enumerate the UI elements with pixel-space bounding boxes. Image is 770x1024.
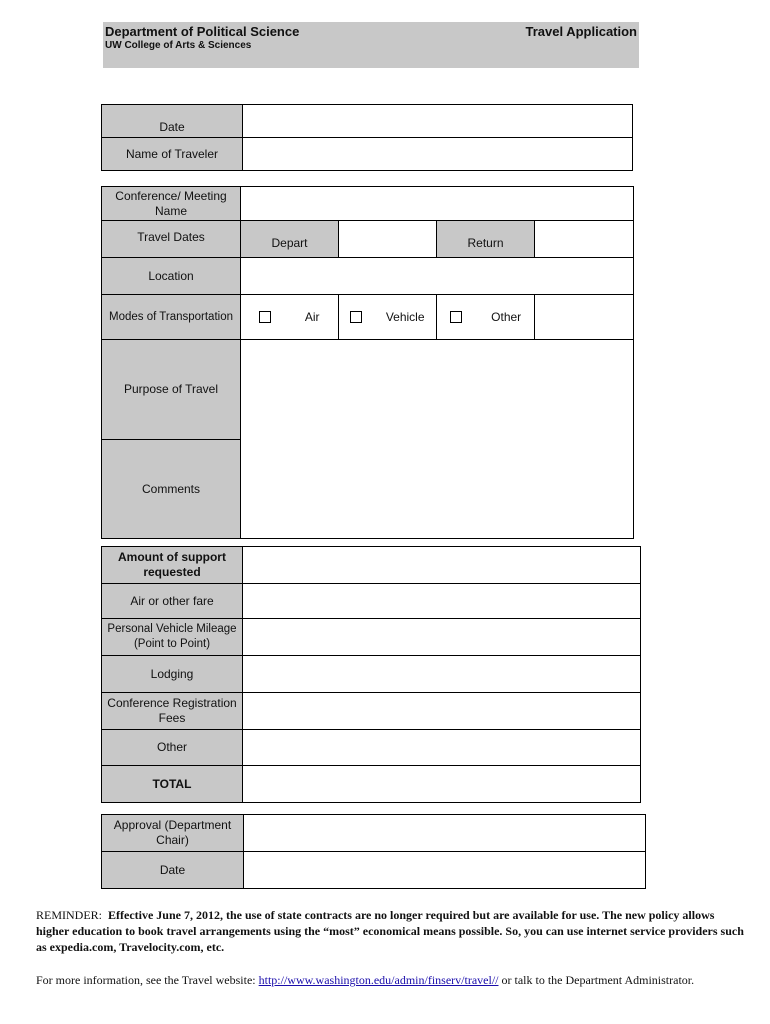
total-label: TOTAL xyxy=(102,766,243,803)
return-date-field[interactable] xyxy=(535,221,634,258)
vehicle-option-label: Vehicle xyxy=(385,309,425,324)
mileage-field[interactable] xyxy=(243,619,641,656)
date-label: Date xyxy=(102,105,243,138)
purpose-label: Purpose of Travel xyxy=(102,340,241,440)
vehicle-checkbox[interactable] xyxy=(350,311,362,323)
traveler-name-label: Name of Traveler xyxy=(102,138,243,171)
approval-table xyxy=(101,814,646,889)
lodging-field[interactable] xyxy=(243,656,641,693)
form-title: Travel Application xyxy=(525,24,637,39)
transport-extra-cell[interactable] xyxy=(535,295,634,340)
reminder-body: Effective June 7, 2012, the use of state contracts are no longer required but are available for use. The new policy allows higher education to book travel arrangements using the “most” economical means possible. So, you can use internet service providers such as expedia.com, Travelocity.com, etc. xyxy=(36,908,744,954)
location-label: Location xyxy=(102,258,241,295)
more-info xyxy=(36,973,756,988)
other-option-label: Other xyxy=(491,309,522,324)
approval-date-field[interactable] xyxy=(244,852,646,889)
other-expense-field[interactable] xyxy=(243,730,641,766)
department-name: Department of Political Science xyxy=(105,24,300,39)
comments-label: Comments xyxy=(102,440,241,539)
travel-dates-label: Travel Dates xyxy=(102,221,241,258)
support-amount-label: Amount of support requested xyxy=(102,547,243,584)
trip-details-table xyxy=(101,186,634,539)
registration-fees-label: Conference Registration Fees xyxy=(102,693,243,730)
total-field[interactable] xyxy=(243,766,641,803)
transport-option-vehicle[interactable] xyxy=(339,295,437,340)
depart-date-field[interactable] xyxy=(339,221,437,258)
lodging-label: Lodging xyxy=(102,656,243,693)
date-field[interactable] xyxy=(243,105,633,138)
reminder-text xyxy=(36,907,746,955)
air-option-label: Air xyxy=(304,309,320,324)
college-name: UW College of Arts & Sciences xyxy=(105,40,252,51)
transport-option-other[interactable] xyxy=(437,295,535,340)
more-info-suffix: or talk to the Department Administrator. xyxy=(498,973,695,987)
air-checkbox[interactable] xyxy=(259,311,271,323)
more-info-prefix: For more information, see the Travel website: xyxy=(36,973,259,987)
approval-date-label: Date xyxy=(102,852,244,889)
form-header xyxy=(103,22,639,68)
purpose-comments-field[interactable] xyxy=(241,340,634,539)
reminder-lead: REMINDER: xyxy=(36,908,102,922)
fare-label: Air or other fare xyxy=(102,584,243,619)
approval-label: Approval (Department Chair) xyxy=(102,815,244,852)
transport-option-air[interactable] xyxy=(241,295,339,340)
conference-name-label: Conference/ Meeting Name xyxy=(102,187,241,221)
support-amount-field[interactable] xyxy=(243,547,641,584)
traveler-name-field[interactable] xyxy=(243,138,633,171)
depart-label: Depart xyxy=(241,221,339,258)
approval-field[interactable] xyxy=(244,815,646,852)
mileage-label: Personal Vehicle Mileage (Point to Point) xyxy=(102,619,243,656)
other-checkbox[interactable] xyxy=(450,311,462,323)
support-table xyxy=(101,546,641,803)
conference-name-field[interactable] xyxy=(241,187,634,221)
registration-fees-field[interactable] xyxy=(243,693,641,730)
other-expense-label: Other xyxy=(102,730,243,766)
fare-field[interactable] xyxy=(243,584,641,619)
traveler-table xyxy=(101,104,633,171)
location-field[interactable] xyxy=(241,258,634,295)
transport-label: Modes of Transportation xyxy=(102,295,241,340)
travel-website-link[interactable]: http://www.washington.edu/admin/finserv/travel// xyxy=(258,973,499,987)
return-label: Return xyxy=(437,221,535,258)
